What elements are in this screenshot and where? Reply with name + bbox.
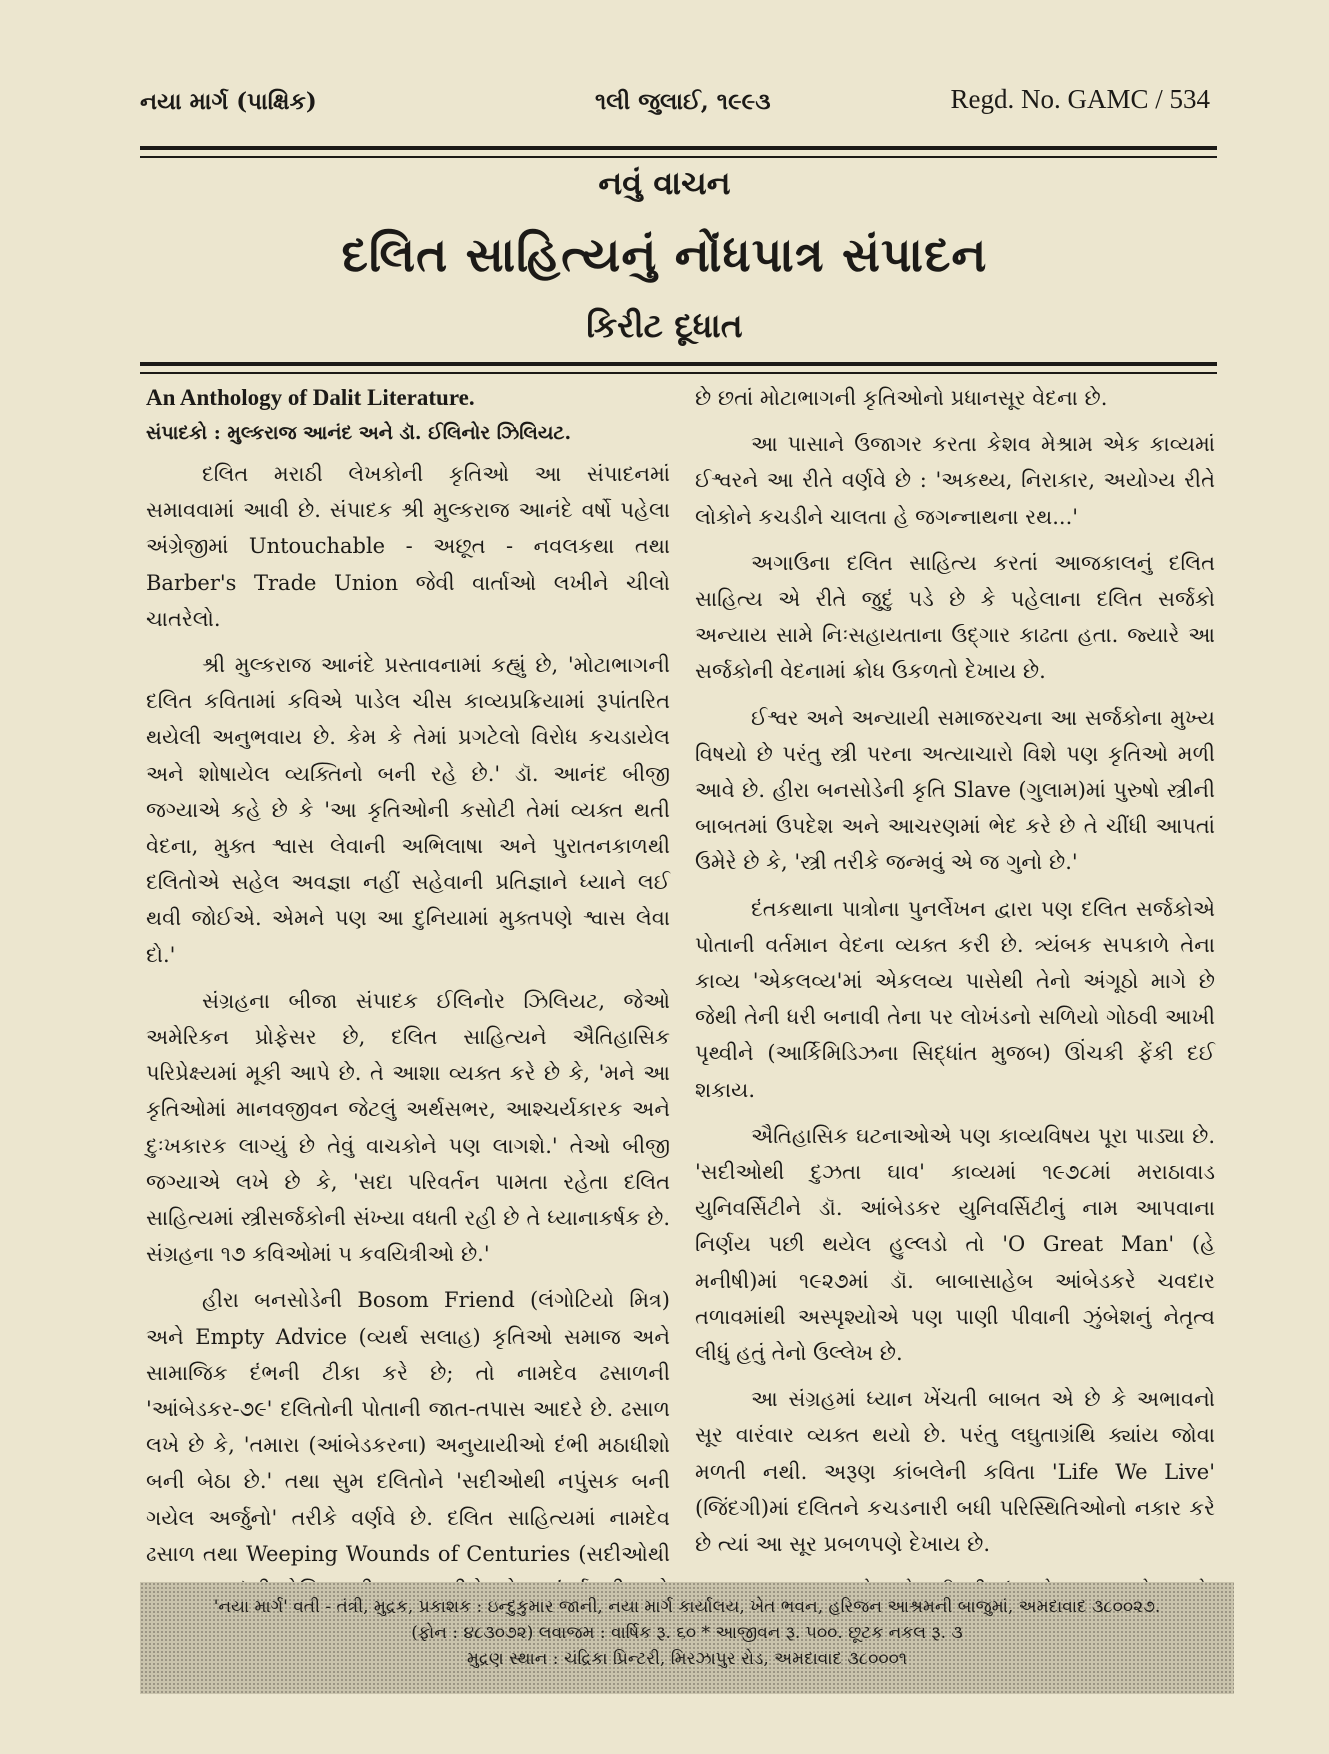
mid-rule-thick xyxy=(140,362,1217,366)
imprint-footer xyxy=(140,1582,1234,1694)
section-kicker: નવું વાચન xyxy=(598,164,731,202)
book-editors: સંપાદકો : મુલ્કરાજ આનંદ અને ડૉ. ઈલિનોર ઝિલિયટ. xyxy=(146,422,572,444)
book-title: An Anthology of Dalit Literature. xyxy=(146,385,475,410)
publication-name: નયા માર્ગ (પાક્ષિક) xyxy=(140,88,317,115)
paragraph: ઐતિહાસિક ઘટનાઓએ પણ કાવ્યવિષય પૂરા પાડ્યા છે. 'સદીઓથી દુઝતા ઘાવ' કાવ્યમાં ૧૯૭૮માં મરાઠાવાડ યુનિવર્સિટીને ડૉ. આંબેડકર યુનિવર્સિટીનું નામ આપવાના નિર્ણય પછી થયેલ હુલ્લડો તો 'O Great Man' (હે મનીષી)માં ૧૯૨૭માં ડૉ. બાબાસાહેબ આંબેડકરે ચવદાર તળાવમાંથી અસ્પૃશ્યોએ પણ પાણી પીવાની ઝુંબેશનું નેતૃત્વ લીધું હતું તેનો ઉલ્લેખ છે. xyxy=(695,1123,1215,1366)
article-author: કિરીટ દૂધાત xyxy=(586,306,743,345)
issue-date: ૧લી જુલાઈ, ૧૯૯૩ xyxy=(595,88,771,115)
paragraph: હીરા બનસોડેની Bosom Friend (લંગોટિયો મિત્ર) અને Empty Advice (વ્યર્થ સલાહ) કૃતિઓ સમાજ અને સામાજિક દંભની ટીકા કરે છે; તો નામદેવ ઢસાળની 'આંબેડકર-૭૯' દલિતોની પોતાની જાત-તપાસ આદરે છે. ઢસાળ લખે છે કે, 'તમારા (આંબેડકરના) અનુયાયીઓ દંભી મઠાધીશો બની બેઠા છે.' તથા સુમ દલિતોને 'સદીઓથી નપુંસક બની ગયેલ અર્જુનો' તરીકે વર્ણવે છે. દલિત સાહિત્યમાં નામદેવ ઢસાળ તથા Weeping Wounds of Centuries (સદીઓથી xyxy=(146,1288,670,1566)
left-column xyxy=(146,380,670,1655)
mid-rule-thin xyxy=(140,372,1217,374)
top-rule-thin xyxy=(140,156,1217,158)
paragraph: આ સંગ્રહમાં ધ્યાન ખેંચતી બાબત એ છે કે અભાવનો સૂર વારંવાર વ્યક્ત થયો છે. પરંતુ લઘુતાગ્રંથિ ક્યાંય જોવા મળતી નથી. અરૂણ કાંબલેની કવિતા 'Life We Live' (જિંદગી)માં દલિતને કચડનારી બધી પરિસ્થિતિઓનો નકાર કરે છે ત્યાં આ સૂર પ્રબળપણે દેખાય છે. xyxy=(695,1387,1215,1557)
paragraph: ઈશ્વર અને અન્યાયી સમાજરચના આ સર્જકોના મુખ્ય વિષયો છે પરંતુ સ્ત્રી પરના અત્યાચારો વિશે પણ કૃતિઓ મળી આવે છે. હીરા બનસોડેની કૃતિ Slave (ગુલામ)માં પુરુષો સ્ત્રીની બાબતમાં ઉપદેશ અને આચરણમાં ભેદ કરે છે તે ચીંધી આપતાં ઉમેરે છે કે, 'સ્ત્રી તરીકે જન્મવું એ જ ગુનો છે.' xyxy=(695,705,1215,875)
footer-line: 'નયા માર્ગ' વતી - તંત્રી, મુદ્રક, પ્રકાશક : ઇન્દુકુમાર જાની, નયા માર્ગ કાર્યાલય, ખેત ભવન, હરિજન આશ્રમની બાજુમાં, અમદાવાદ ૩૮૦૦૨૭. xyxy=(213,1597,1161,1617)
top-rule-thick xyxy=(140,146,1217,150)
article-title: દલિત સાહિત્યનું નોંધપાત્ર સંપાદન xyxy=(341,228,988,283)
paragraph: દંતકથાના પાત્રોના પુનર્લેખન દ્વારા પણ દલિત સર્જકોએ પોતાની વર્તમાન વેદના વ્યક્ત કરી છે. ત્ર્યંબક સપકાળે તેના કાવ્ય 'એકલવ્ય'માં એકલવ્ય પાસેથી તેનો અંગૂઠો માગે છે જેથી તેની ધરી બનાવી તેના પર લોખંડનો સળિયો ગોઠવી આખી પૃથ્વીને (આર્કિમિડિઝના સિદ્ધાંત મુજબ) ઊંચકી ફેંકી દઈ શકાય. xyxy=(695,896,1215,1102)
paragraph: અગાઉના દલિત સાહિત્ય કરતાં આજકાલનું દલિત સાહિત્ય એ રીતે જુદું પડે છે કે પહેલાના દલિત સર્જકો અન્યાય સામે નિઃસહાયતાના ઉદ્ગાર કાઢતા હતા. જ્યારે આ સર્જકોની વેદનામાં ક્રોધ ઉકળતો દેખાય છે. xyxy=(695,550,1215,684)
right-column xyxy=(695,380,1215,1609)
paragraph: આ પાસાને ઉજાગર કરતા કેશવ મેશ્રામ એક કાવ્યમાં ઈશ્વરને આ રીતે વર્ણવે છે : 'અકથ્ય, નિરાકાર, અયોગ્ય રીતે લોકોને કચડીને ચાલતા હે જગન્નાથના રથ...' xyxy=(695,432,1215,529)
footer-line: (ફોન : ૪૮૩૦૭૨) લવાજમ : વાર્ષિક રૂ. ૬૦ * આજીવન રૂ. ૫૦૦. છૂટક નકલ રૂ. ૩ xyxy=(411,1623,963,1643)
registration-number: Regd. No. GAMC / 534 xyxy=(950,84,1210,114)
paragraph: છે છતાં મોટાભાગની કૃતિઓનો પ્રધાનસૂર વેદના છે. xyxy=(695,386,1108,410)
paragraph: સંગ્રહના બીજા સંપાદક ઈલિનોર ઝિલિયટ, જેઓ અમેરિકન પ્રોફેસર છે, દલિત સાહિત્યને ઐતિહાસિક પરિપ્રેક્ષ્યમાં મૂકી આપે છે. તે આશા વ્યક્ત કરે છે કે, 'મને આ કૃતિઓમાં માનવજીવન જેટલું અર્થસભર, આશ્ચર્યકારક અને દુઃખકારક લાગ્યું છે તેવું વાચકોને પણ લાગશે.' તેઓ બીજી જગ્યાએ લખે છે કે, 'સદા પરિવર્તન પામતા રહેતા દલિત સાહિત્યમાં સ્ત્રીસર્જકોની સંખ્યા વધતી રહી છે તે ધ્યાનાકર્ષક છે. સંગ્રહના ૧૭ કવિઓમાં ૫ કવયિત્રીઓ છે.' xyxy=(146,988,670,1267)
footer-line: મુદ્રણ સ્થાન : ચંદ્રિકા પ્રિન્ટરી, મિરઝાપુર રોડ, અમદાવાદ ૩૮૦૦૦૧ xyxy=(466,1649,908,1669)
paragraph: શ્રી મુલ્કરાજ આનંદે પ્રસ્તાવનામાં કહ્યું છે, 'મોટાભાગની દલિત કવિતામાં કવિએ પાડેલ ચીસ કાવ્યપ્રક્રિયામાં રૂપાંતરિત થયેલી અનુભવાય છે. કેમ કે તેમાં પ્રગટેલો વિરોધ કચડાયેલ અને શોષાયેલ વ્યક્તિનો બની રહે છે.' ડૉ. આનંદ બીજી જગ્યાએ કહે છે કે 'આ કૃતિઓની કસોટી તેમાં વ્યક્ત થતી વેદના, મુક્ત શ્વાસ લેવાની અભિલાષા અને પુરાતનકાળથી દલિતોએ સહેલ અવજ્ઞા નહીં સહેવાની પ્રતિજ્ઞાને ધ્યાને લઈ થવી જોઈએ. એમને પણ આ દુનિયામાં મુક્તપણે શ્વાસ લેવા દો.' xyxy=(146,653,670,967)
running-header xyxy=(140,84,1210,122)
paragraph: દલિત મરાઠી લેખકોની કૃતિઓ આ સંપાદનમાં સમાવવામાં આવી છે. સંપાદક શ્રી મુલ્કરાજ આનંદે વર્ષો પહેલા અંગ્રેજીમાં Untouchable - અછૂત - નવલકથા તથા Barber's Trade Union જેવી વાર્તાઓ લખીને ચીલો ચાતરેલો. xyxy=(146,462,670,631)
